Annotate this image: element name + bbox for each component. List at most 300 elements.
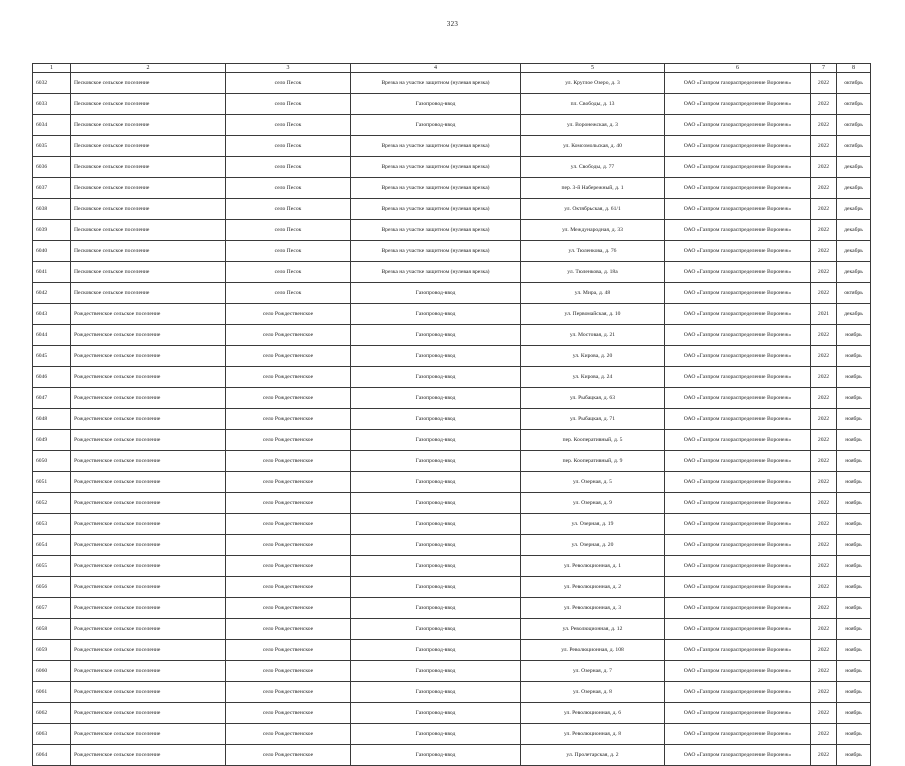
settlement-name-cell: Рождественское сельское поселение [71, 325, 226, 346]
table-row [33, 388, 871, 409]
year-cell: 2022 [811, 703, 837, 724]
work-type-cell: Газопровод-ввод [351, 367, 521, 388]
work-type-cell: Врезка на участке защитном (нулевая врезка) [351, 178, 521, 199]
table-row [33, 199, 871, 220]
settlement-name-cell: Рождественское сельское поселение [71, 556, 226, 577]
address-cell: пл. Свободы, д. 13 [521, 94, 665, 115]
settlement-name-cell: Рождественское сельское поселение [71, 535, 226, 556]
row-number-cell: 6036 [33, 157, 71, 178]
table-row [33, 535, 871, 556]
row-number-cell: 6052 [33, 493, 71, 514]
row-number-cell: 6040 [33, 241, 71, 262]
table-row [33, 283, 871, 304]
table-row [33, 577, 871, 598]
locality-name-cell: село Рождественское [226, 367, 351, 388]
address-cell: ул. Тюленкова, д. 18а [521, 262, 665, 283]
operator-name-cell: ОАО «Газпром газораспределение Воронеж» [665, 367, 811, 388]
operator-name-cell: ОАО «Газпром газораспределение Воронеж» [665, 514, 811, 535]
locality-name-cell: село Песок [226, 199, 351, 220]
month-cell: ноябрь [837, 556, 871, 577]
table-row [33, 157, 871, 178]
settlement-name-cell: Рождественское сельское поселение [71, 493, 226, 514]
locality-name-cell: село Рождественское [226, 703, 351, 724]
table-row [33, 430, 871, 451]
row-number-cell: 6048 [33, 409, 71, 430]
operator-name-cell: ОАО «Газпром газораспределение Воронеж» [665, 73, 811, 94]
month-cell: ноябрь [837, 724, 871, 745]
address-cell: ул. Революционная, д. 108 [521, 640, 665, 661]
table-row [33, 325, 871, 346]
table-row [33, 178, 871, 199]
year-cell: 2022 [811, 157, 837, 178]
operator-name-cell: ОАО «Газпром газораспределение Воронеж» [665, 472, 811, 493]
locality-name-cell: село Рождественское [226, 661, 351, 682]
settlement-name-cell: Рождественское сельское поселение [71, 619, 226, 640]
column-header: 2 [71, 64, 226, 73]
address-cell: ул. Революционная, д. 8 [521, 724, 665, 745]
locality-name-cell: село Песок [226, 94, 351, 115]
locality-name-cell: село Песок [226, 241, 351, 262]
month-cell: ноябрь [837, 661, 871, 682]
work-type-cell: Газопровод-ввод [351, 703, 521, 724]
settlement-name-cell: Рождественское сельское поселение [71, 346, 226, 367]
table-body [33, 73, 871, 766]
operator-name-cell: ОАО «Газпром газораспределение Воронеж» [665, 724, 811, 745]
work-type-cell: Газопровод-ввод [351, 619, 521, 640]
column-header: 4 [351, 64, 521, 73]
row-number-cell: 6051 [33, 472, 71, 493]
settlement-name-cell: Рождественское сельское поселение [71, 388, 226, 409]
settlement-name-cell: Песковское сельское поселение [71, 73, 226, 94]
work-type-cell: Газопровод-ввод [351, 598, 521, 619]
address-cell: ул. Озерная, д. 19 [521, 514, 665, 535]
locality-name-cell: село Рождественское [226, 409, 351, 430]
row-number-cell: 6057 [33, 598, 71, 619]
settlement-name-cell: Рождественское сельское поселение [71, 451, 226, 472]
year-cell: 2022 [811, 283, 837, 304]
table-row [33, 73, 871, 94]
row-number-cell: 6049 [33, 430, 71, 451]
settlement-name-cell: Рождественское сельское поселение [71, 703, 226, 724]
operator-name-cell: ОАО «Газпром газораспределение Воронеж» [665, 409, 811, 430]
work-type-cell: Газопровод-ввод [351, 430, 521, 451]
settlement-name-cell: Рождественское сельское поселение [71, 367, 226, 388]
table-row [33, 262, 871, 283]
address-cell: ул. Революционная, д. 3 [521, 598, 665, 619]
settlement-name-cell: Рождественское сельское поселение [71, 682, 226, 703]
settlement-name-cell: Песковское сельское поселение [71, 94, 226, 115]
table-row [33, 703, 871, 724]
row-number-cell: 6045 [33, 346, 71, 367]
month-cell: октябрь [837, 73, 871, 94]
address-cell: ул. Первомайская, д. 10 [521, 304, 665, 325]
work-type-cell: Газопровод-ввод [351, 493, 521, 514]
settlement-name-cell: Песковское сельское поселение [71, 178, 226, 199]
column-header: 1 [33, 64, 71, 73]
settlement-name-cell: Рождественское сельское поселение [71, 514, 226, 535]
month-cell: декабрь [837, 157, 871, 178]
row-number-cell: 6032 [33, 73, 71, 94]
locality-name-cell: село Рождественское [226, 556, 351, 577]
work-type-cell: Врезка на участке защитном (нулевая врезка) [351, 136, 521, 157]
operator-name-cell: ОАО «Газпром газораспределение Воронеж» [665, 136, 811, 157]
operator-name-cell: ОАО «Газпром газораспределение Воронеж» [665, 325, 811, 346]
operator-name-cell: ОАО «Газпром газораспределение Воронеж» [665, 535, 811, 556]
address-cell: ул. Свободы, д. 77 [521, 157, 665, 178]
year-cell: 2022 [811, 556, 837, 577]
settlement-name-cell: Песковское сельское поселение [71, 136, 226, 157]
month-cell: ноябрь [837, 472, 871, 493]
locality-name-cell: село Рождественское [226, 682, 351, 703]
year-cell: 2022 [811, 325, 837, 346]
work-type-cell: Газопровод-ввод [351, 724, 521, 745]
month-cell: октябрь [837, 136, 871, 157]
year-cell: 2022 [811, 535, 837, 556]
month-cell: ноябрь [837, 598, 871, 619]
locality-name-cell: село Рождественское [226, 535, 351, 556]
locality-name-cell: село Песок [226, 220, 351, 241]
row-number-cell: 6054 [33, 535, 71, 556]
row-number-cell: 6033 [33, 94, 71, 115]
table-row [33, 598, 871, 619]
work-type-cell: Газопровод-ввод [351, 577, 521, 598]
month-cell: октябрь [837, 115, 871, 136]
month-cell: ноябрь [837, 388, 871, 409]
work-type-cell: Газопровод-ввод [351, 535, 521, 556]
row-number-cell: 6050 [33, 451, 71, 472]
year-cell: 2022 [811, 619, 837, 640]
work-type-cell: Газопровод-ввод [351, 556, 521, 577]
locality-name-cell: село Рождественское [226, 472, 351, 493]
table-row [33, 367, 871, 388]
operator-name-cell: ОАО «Газпром газораспределение Воронеж» [665, 493, 811, 514]
settlement-name-cell: Песковское сельское поселение [71, 241, 226, 262]
month-cell: ноябрь [837, 577, 871, 598]
address-cell: ул. Революционная, д. 6 [521, 703, 665, 724]
address-cell: пер. Кооперативный, д. 5 [521, 430, 665, 451]
table-row [33, 661, 871, 682]
settlement-name-cell: Песковское сельское поселение [71, 220, 226, 241]
operator-name-cell: ОАО «Газпром газораспределение Воронеж» [665, 577, 811, 598]
year-cell: 2022 [811, 262, 837, 283]
work-type-cell: Газопровод-ввод [351, 661, 521, 682]
year-cell: 2022 [811, 430, 837, 451]
work-type-cell: Газопровод-ввод [351, 325, 521, 346]
table-row [33, 682, 871, 703]
operator-name-cell: ОАО «Газпром газораспределение Воронеж» [665, 220, 811, 241]
operator-name-cell: ОАО «Газпром газораспределение Воронеж» [665, 703, 811, 724]
month-cell: ноябрь [837, 451, 871, 472]
operator-name-cell: ОАО «Газпром газораспределение Воронеж» [665, 661, 811, 682]
table-row [33, 241, 871, 262]
row-number-cell: 6062 [33, 703, 71, 724]
row-number-cell: 6046 [33, 367, 71, 388]
operator-name-cell: ОАО «Газпром газораспределение Воронеж» [665, 682, 811, 703]
year-cell: 2022 [811, 724, 837, 745]
operator-name-cell: ОАО «Газпром газораспределение Воронеж» [665, 598, 811, 619]
row-number-cell: 6059 [33, 640, 71, 661]
year-cell: 2022 [811, 199, 837, 220]
operator-name-cell: ОАО «Газпром газораспределение Воронеж» [665, 346, 811, 367]
settlement-name-cell: Рождественское сельское поселение [71, 598, 226, 619]
locality-name-cell: село Песок [226, 136, 351, 157]
work-type-cell: Газопровод-ввод [351, 640, 521, 661]
month-cell: ноябрь [837, 619, 871, 640]
settlement-name-cell: Песковское сельское поселение [71, 262, 226, 283]
settlement-name-cell: Песковское сельское поселение [71, 283, 226, 304]
locality-name-cell: село Рождественское [226, 619, 351, 640]
address-cell: ул. Революционная, д. 1 [521, 556, 665, 577]
locality-name-cell: село Песок [226, 262, 351, 283]
address-cell: ул. Рыбацкая, д. 71 [521, 409, 665, 430]
address-cell: ул. Революционная, д. 12 [521, 619, 665, 640]
month-cell: декабрь [837, 220, 871, 241]
row-number-cell: 6056 [33, 577, 71, 598]
year-cell: 2022 [811, 409, 837, 430]
row-number-cell: 6034 [33, 115, 71, 136]
settlement-name-cell: Рождественское сельское поселение [71, 640, 226, 661]
table-row [33, 94, 871, 115]
locality-name-cell: село Рождественское [226, 451, 351, 472]
table-row [33, 451, 871, 472]
operator-name-cell: ОАО «Газпром газораспределение Воронеж» [665, 241, 811, 262]
operator-name-cell: ОАО «Газпром газораспределение Воронеж» [665, 619, 811, 640]
operator-name-cell: ОАО «Газпром газораспределение Воронеж» [665, 640, 811, 661]
operator-name-cell: ОАО «Газпром газораспределение Воронеж» [665, 94, 811, 115]
settlement-name-cell: Песковское сельское поселение [71, 199, 226, 220]
month-cell: октябрь [837, 94, 871, 115]
month-cell: октябрь [837, 283, 871, 304]
row-number-cell: 6038 [33, 199, 71, 220]
locality-name-cell: село Рождественское [226, 724, 351, 745]
operator-name-cell: ОАО «Газпром газораспределение Воронеж» [665, 115, 811, 136]
settlement-name-cell: Рождественское сельское поселение [71, 304, 226, 325]
month-cell: ноябрь [837, 430, 871, 451]
operator-name-cell: ОАО «Газпром газораспределение Воронеж» [665, 178, 811, 199]
year-cell: 2022 [811, 178, 837, 199]
table-header-row [33, 64, 871, 73]
operator-name-cell: ОАО «Газпром газораспределение Воронеж» [665, 157, 811, 178]
operator-name-cell: ОАО «Газпром газораспределение Воронеж» [665, 283, 811, 304]
work-type-cell: Газопровод-ввод [351, 115, 521, 136]
locality-name-cell: село Рождественское [226, 598, 351, 619]
locality-name-cell: село Рождественское [226, 640, 351, 661]
operator-name-cell: ОАО «Газпром газораспределение Воронеж» [665, 745, 811, 766]
address-cell: ул. Кирова, д. 24 [521, 367, 665, 388]
table-row [33, 745, 871, 766]
year-cell: 2022 [811, 577, 837, 598]
column-header: 5 [521, 64, 665, 73]
row-number-cell: 6058 [33, 619, 71, 640]
table-row [33, 556, 871, 577]
year-cell: 2022 [811, 73, 837, 94]
settlement-name-cell: Рождественское сельское поселение [71, 745, 226, 766]
month-cell: ноябрь [837, 367, 871, 388]
locality-name-cell: село Рождественское [226, 325, 351, 346]
locality-name-cell: село Рождественское [226, 745, 351, 766]
operator-name-cell: ОАО «Газпром газораспределение Воронеж» [665, 262, 811, 283]
address-cell: ул. Комсомольская, д. 40 [521, 136, 665, 157]
year-cell: 2022 [811, 220, 837, 241]
year-cell: 2022 [811, 451, 837, 472]
year-cell: 2022 [811, 598, 837, 619]
work-type-cell: Врезка на участке защитном (нулевая врезка) [351, 73, 521, 94]
year-cell: 2022 [811, 388, 837, 409]
settlement-name-cell: Рождественское сельское поселение [71, 577, 226, 598]
work-type-cell: Газопровод-ввод [351, 745, 521, 766]
row-number-cell: 6035 [33, 136, 71, 157]
row-number-cell: 6063 [33, 724, 71, 745]
locality-name-cell: село Рождественское [226, 514, 351, 535]
row-number-cell: 6053 [33, 514, 71, 535]
table-row [33, 493, 871, 514]
year-cell: 2022 [811, 472, 837, 493]
settlement-name-cell: Рождественское сельское поселение [71, 409, 226, 430]
month-cell: ноябрь [837, 745, 871, 766]
table-row [33, 304, 871, 325]
row-number-cell: 6055 [33, 556, 71, 577]
address-cell: ул. Озерная, д. 9 [521, 493, 665, 514]
row-number-cell: 6042 [33, 283, 71, 304]
table-row [33, 472, 871, 493]
operator-name-cell: ОАО «Газпром газораспределение Воронеж» [665, 304, 811, 325]
month-cell: ноябрь [837, 493, 871, 514]
locality-name-cell: село Рождественское [226, 346, 351, 367]
locality-name-cell: село Песок [226, 178, 351, 199]
year-cell: 2022 [811, 682, 837, 703]
year-cell: 2022 [811, 94, 837, 115]
table-row [33, 409, 871, 430]
year-cell: 2021 [811, 304, 837, 325]
column-header: 6 [665, 64, 811, 73]
settlement-name-cell: Рождественское сельское поселение [71, 430, 226, 451]
address-cell: ул. Мостовая, д. 21 [521, 325, 665, 346]
table-row [33, 115, 871, 136]
address-cell: пер. 3-й Набережный, д. 1 [521, 178, 665, 199]
year-cell: 2022 [811, 661, 837, 682]
work-type-cell: Газопровод-ввод [351, 388, 521, 409]
locality-name-cell: село Песок [226, 283, 351, 304]
locality-name-cell: село Рождественское [226, 304, 351, 325]
table-row [33, 514, 871, 535]
gas-works-table [32, 63, 871, 766]
locality-name-cell: село Песок [226, 157, 351, 178]
address-cell: ул. Мира, д. 48 [521, 283, 665, 304]
row-number-cell: 6047 [33, 388, 71, 409]
address-cell: ул. Кирова, д. 20 [521, 346, 665, 367]
locality-name-cell: село Рождественское [226, 388, 351, 409]
work-type-cell: Газопровод-ввод [351, 514, 521, 535]
year-cell: 2022 [811, 241, 837, 262]
year-cell: 2022 [811, 745, 837, 766]
locality-name-cell: село Песок [226, 115, 351, 136]
column-header: 7 [811, 64, 837, 73]
table-row [33, 619, 871, 640]
work-type-cell: Газопровод-ввод [351, 472, 521, 493]
address-cell: ул. Озерная, д. 20 [521, 535, 665, 556]
month-cell: ноябрь [837, 682, 871, 703]
operator-name-cell: ОАО «Газпром газораспределение Воронеж» [665, 199, 811, 220]
month-cell: ноябрь [837, 640, 871, 661]
address-cell: ул. Воронежская, д. 3 [521, 115, 665, 136]
address-cell: ул. Круглое Озеро, д. 3 [521, 73, 665, 94]
address-cell: ул. Озерная, д. 5 [521, 472, 665, 493]
settlement-name-cell: Песковское сельское поселение [71, 115, 226, 136]
locality-name-cell: село Песок [226, 73, 351, 94]
page-number: 323 [446, 20, 459, 28]
month-cell: ноябрь [837, 409, 871, 430]
settlement-name-cell: Рождественское сельское поселение [71, 724, 226, 745]
address-cell: ул. Рыбацкая, д. 63 [521, 388, 665, 409]
month-cell: декабрь [837, 262, 871, 283]
address-cell: ул. Октябрьская, д. 61/1 [521, 199, 665, 220]
settlement-name-cell: Рождественское сельское поселение [71, 661, 226, 682]
address-cell: ул. Революционная, д. 2 [521, 577, 665, 598]
work-type-cell: Газопровод-ввод [351, 682, 521, 703]
month-cell: декабрь [837, 241, 871, 262]
work-type-cell: Газопровод-ввод [351, 283, 521, 304]
table-row [33, 724, 871, 745]
table-row [33, 220, 871, 241]
table-row [33, 640, 871, 661]
settlement-name-cell: Песковское сельское поселение [71, 157, 226, 178]
address-cell: ул. Озерная, д. 7 [521, 661, 665, 682]
column-header: 3 [226, 64, 351, 73]
locality-name-cell: село Рождественское [226, 430, 351, 451]
year-cell: 2022 [811, 514, 837, 535]
month-cell: ноябрь [837, 514, 871, 535]
work-type-cell: Врезка на участке защитном (нулевая врезка) [351, 199, 521, 220]
table-row [33, 136, 871, 157]
month-cell: ноябрь [837, 703, 871, 724]
year-cell: 2022 [811, 346, 837, 367]
month-cell: ноябрь [837, 325, 871, 346]
address-cell: ул. Озерная, д. 8 [521, 682, 665, 703]
work-type-cell: Газопровод-ввод [351, 346, 521, 367]
address-cell: ул. Пролетарская, д. 2 [521, 745, 665, 766]
row-number-cell: 6039 [33, 220, 71, 241]
row-number-cell: 6060 [33, 661, 71, 682]
row-number-cell: 6043 [33, 304, 71, 325]
month-cell: декабрь [837, 178, 871, 199]
month-cell: декабрь [837, 304, 871, 325]
year-cell: 2022 [811, 136, 837, 157]
month-cell: ноябрь [837, 535, 871, 556]
work-type-cell: Газопровод-ввод [351, 451, 521, 472]
operator-name-cell: ОАО «Газпром газораспределение Воронеж» [665, 556, 811, 577]
row-number-cell: 6041 [33, 262, 71, 283]
settlement-name-cell: Рождественское сельское поселение [71, 472, 226, 493]
operator-name-cell: ОАО «Газпром газораспределение Воронеж» [665, 451, 811, 472]
work-type-cell: Врезка на участке защитном (нулевая врезка) [351, 157, 521, 178]
row-number-cell: 6037 [33, 178, 71, 199]
row-number-cell: 6064 [33, 745, 71, 766]
locality-name-cell: село Рождественское [226, 577, 351, 598]
month-cell: декабрь [837, 199, 871, 220]
work-type-cell: Газопровод-ввод [351, 304, 521, 325]
year-cell: 2022 [811, 493, 837, 514]
row-number-cell: 6061 [33, 682, 71, 703]
address-cell: пер. Кооперативный, д. 9 [521, 451, 665, 472]
work-type-cell: Врезка на участке защитном (нулевая врезка) [351, 220, 521, 241]
operator-name-cell: ОАО «Газпром газораспределение Воронеж» [665, 430, 811, 451]
address-cell: ул. Тюленкова, д. 76 [521, 241, 665, 262]
row-number-cell: 6044 [33, 325, 71, 346]
table-row [33, 346, 871, 367]
address-cell: ул. Международная, д. 33 [521, 220, 665, 241]
year-cell: 2022 [811, 367, 837, 388]
year-cell: 2022 [811, 115, 837, 136]
